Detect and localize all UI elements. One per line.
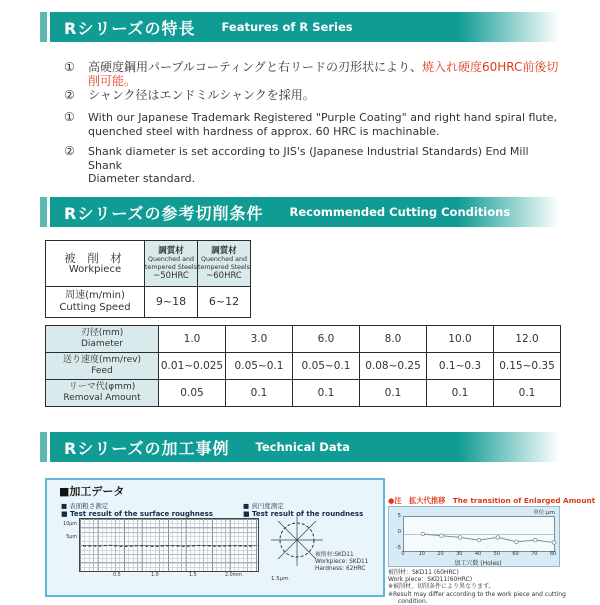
machining-data-box <box>45 478 385 597</box>
cell-jp: 被 削 材 <box>64 250 126 265</box>
workpiece-header-cell <box>46 241 145 287</box>
removal-amount-label-cell <box>46 380 159 407</box>
cell-en: Quenched and <box>148 256 194 263</box>
y-tick-label: 0 <box>397 529 401 535</box>
cutting-speed-label-cell <box>46 287 145 318</box>
roughness-grid <box>79 518 259 572</box>
table-cell: 0.01~0.025 <box>159 353 226 380</box>
label-jp: ■ 表面粗さ測定 <box>61 502 109 510</box>
table-cell: 0.1~0.3 <box>427 353 494 380</box>
header-edge-strip <box>40 12 47 42</box>
tempered-50hrc-cell <box>145 241 198 287</box>
feature-text: 高硬度鋼用パープルコーティングと右リードの刃形状により、 <box>88 60 422 74</box>
table-cell: 1.0 <box>159 326 226 353</box>
workpiece-jp: 被削材:SKD11 <box>315 552 354 558</box>
table-cell: 12.0 <box>494 326 561 353</box>
chart-plot-area <box>403 516 555 552</box>
chart-footnotes <box>388 569 566 605</box>
cutting-speed-value: 9~18 <box>145 287 198 318</box>
footnote-caution-en: ※Result may differ according to the work piece and cutting <box>388 590 566 598</box>
enlarged-x-ticks <box>401 551 557 558</box>
hardness: Hardness: 62HRC <box>315 566 366 572</box>
x-tick-label: 1.5 <box>189 573 197 578</box>
feed-table <box>45 325 561 407</box>
table-cell: 8.0 <box>360 326 427 353</box>
circled-number: ① <box>64 60 75 74</box>
diameter-label-cell <box>46 326 159 353</box>
section-title-jp: Rシリーズの参考切削条件 <box>64 203 264 223</box>
x-tick-label: 20 <box>437 551 444 557</box>
x-tick-label: 40 <box>474 551 482 557</box>
cell-range: ~50HRC <box>153 271 189 281</box>
table-cell: 0.1 <box>293 380 360 407</box>
cell-jp: 調質材 <box>211 246 237 256</box>
label-jp: ■ 真円度測定 <box>243 502 284 510</box>
x-tick-label: 70 <box>531 551 538 557</box>
chart-unit-label: 単位:μm <box>533 510 555 516</box>
cell-jp: リーマ代(φmm) <box>68 382 136 392</box>
feature-text-line2: Diameter standard. <box>88 172 196 185</box>
section-header-cutting-conditions <box>50 197 560 227</box>
feature-jp-1 <box>64 60 564 88</box>
cell-jp: 送り速度(mm/rev) <box>63 355 141 365</box>
chart-x-axis-label: 加工穴数 (Holes) <box>454 560 502 567</box>
footnote-caution-jp: ※被削材、切削条件により異なります。 <box>388 583 495 591</box>
x-tick-label: 2.0mm <box>225 573 242 578</box>
section-title-jp: Rシリーズの特長 <box>64 18 196 38</box>
x-tick-label: 60 <box>512 551 519 557</box>
x-tick-label: 10 <box>418 551 425 557</box>
footnote-caution-en-cont: condition. <box>398 597 428 605</box>
section-title-jp: Rシリーズの加工事例 <box>64 438 230 458</box>
roundness-workpiece-notes <box>315 552 368 573</box>
cell-en: Feed <box>91 366 113 376</box>
circled-number: ② <box>64 144 75 158</box>
section-header-technical-data <box>50 432 560 462</box>
cell-en: Workpiece <box>68 263 122 275</box>
cell-en: Cutting Speed <box>59 302 131 313</box>
cell-en: Quenched and <box>201 256 247 263</box>
enlarged-amount-note: ●注 拡大代推移 The transition of Enlarged Amount <box>388 496 596 505</box>
x-tick-label: 30 <box>456 551 463 557</box>
circled-number: ② <box>64 88 75 102</box>
cell-en: tempered Steels <box>145 263 197 271</box>
cell-jp: 刃径(mm) <box>80 328 124 338</box>
label-en: ■ Test result of the surface roughness <box>61 510 213 518</box>
cutting-speed-value: 6~12 <box>198 287 251 318</box>
x-tick-label: 50 <box>493 551 500 557</box>
section-title-en: Features of R Series <box>221 20 353 34</box>
feature-en-1 <box>64 111 564 138</box>
table-cell: 0.1 <box>360 380 427 407</box>
table-cell: 0.05 <box>159 380 226 407</box>
x-tick-label: 0 <box>401 551 405 557</box>
table-cell: 0.05~0.1 <box>226 353 293 380</box>
y-tick-label: 5μm <box>66 535 77 540</box>
x-tick-label: 0.5 <box>113 573 121 578</box>
feature-text: シャンク径はエンドミルシャンクを採用。 <box>88 88 315 102</box>
label-en: ■ Test result of the roundness <box>243 510 364 518</box>
roughness-trace <box>80 519 258 571</box>
section-title-en: Recommended Cutting Conditions <box>289 205 511 219</box>
cell-jp: 周速(m/min) <box>65 290 125 301</box>
table-cell: 0.05~0.1 <box>293 353 360 380</box>
x-tick-label: 80 <box>549 551 557 557</box>
section-title-en: Technical Data <box>255 440 350 454</box>
surface-roughness-chart <box>55 518 267 586</box>
circled-number: ① <box>64 110 75 124</box>
cell-range: ~60HRC <box>206 271 242 281</box>
table-cell: 6.0 <box>293 326 360 353</box>
workpiece-en: Workpiece: SKD11 <box>315 559 369 565</box>
enlarged-amount-chart <box>388 506 560 567</box>
header-edge-strip <box>40 432 47 462</box>
cell-en: Diameter <box>80 339 124 349</box>
feature-text-line1: With our Japanese Trademark Registered "Purple Coating" and right hand spiral flute, <box>88 111 557 124</box>
surface-roughness-label <box>61 502 213 518</box>
table-cell: 0.15~0.35 <box>494 353 561 380</box>
feature-text-line2: quenched steel with hardness of approx. 60 HRC is machinable. <box>88 124 440 138</box>
feature-en-2 <box>64 145 564 186</box>
feature-text-line1: Shank diameter is set according to JIS's (Japanese Industrial Standards) End Mill Shank <box>88 145 529 172</box>
tempered-60hrc-cell <box>198 241 251 287</box>
footnote-workpiece-jp: 被削材：SKD11 (60HRC) <box>388 569 459 576</box>
cell-jp: 調質材 <box>158 246 184 256</box>
y-tick-label: -5 <box>395 545 401 551</box>
feature-text-highlight: 焼入れ硬度60HRC前後切削可能。 <box>88 60 559 88</box>
roundness-scale-label: 1.5μm <box>271 576 289 582</box>
table-cell: 0.08~0.25 <box>360 353 427 380</box>
workpiece-table <box>45 240 251 318</box>
y-tick-label: 5 <box>397 513 401 519</box>
table-cell: 10.0 <box>427 326 494 353</box>
machining-data-title: ■加工データ <box>59 485 125 498</box>
x-tick-label: 1.0 <box>151 573 159 578</box>
feature-jp-2 <box>64 88 564 102</box>
section-header-features <box>50 12 560 42</box>
table-cell: 3.0 <box>226 326 293 353</box>
cell-en: Removal Amount <box>63 393 141 403</box>
cell-en: tempered Steels <box>198 263 250 271</box>
enlarged-line-svg <box>404 517 554 551</box>
table-cell: 0.1 <box>226 380 293 407</box>
feed-label-cell <box>46 353 159 380</box>
footnote-workpiece-en: Work piece：SKD11(60HRC) <box>388 576 473 584</box>
y-tick-label: 10μm <box>63 522 77 527</box>
header-edge-strip <box>40 197 47 227</box>
table-cell: 0.1 <box>494 380 561 407</box>
table-cell: 0.1 <box>427 380 494 407</box>
